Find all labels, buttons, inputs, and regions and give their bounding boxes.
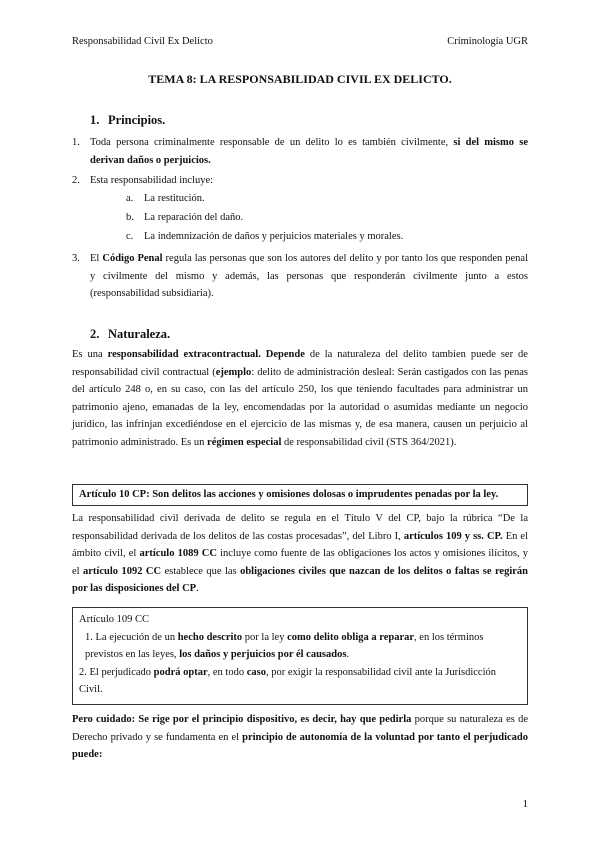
article-10-text: Artículo 10 CP: Son delitos las acciones y omisiones dolosas o imprudentes penadas por la ley. — [79, 489, 499, 500]
text: . — [346, 649, 350, 660]
section1-number: 1. — [90, 113, 100, 127]
article-109-title: Artículo 109 CC — [79, 614, 149, 625]
bold-text: artículos 109 y ss. CP. — [403, 530, 503, 542]
subitem-text: La reparación del daño. — [144, 212, 244, 223]
section2-paragraph-3 — [72, 711, 528, 764]
bold-text: hecho descrito — [177, 631, 243, 643]
section1-heading — [90, 112, 546, 130]
article-10-box — [72, 484, 528, 506]
bold-text: responsabilidad extracontractual. Depende — [107, 349, 305, 360]
text: En el ámbito civil, el — [72, 530, 528, 559]
bold-text: principio de autonomía de la voluntad por tanto el perjudicado puede: — [72, 731, 528, 760]
item-text: Toda persona criminalmente responsable de un delito lo es también civilmente, — [90, 137, 454, 148]
item-text: regula las personas que son los autores del delito y por tanto los que responden penal y civilmente del mismo y además, las personas que responderán civilmente junto a estos (responsabilidad subsidiaria). — [90, 253, 529, 299]
subitem-a — [126, 193, 205, 204]
text: . — [196, 583, 199, 594]
item-bold: Código Penal — [102, 253, 163, 264]
text: : delito de administración desleal: Serán castigados con las penas del artículo 248 o, en su caso, con las del artículo 250, los que teniendo facultades para administrar un patrimonio ajeno, emanadas de la ley, encomendadas por la autoridad o asumidas mediante un negocio jurídico, las infrinjan excediéndose en el ejercicio de las mismas y, de esa manera, causen un perjuicio al patrimonio administrado. Es un — [72, 366, 528, 448]
text: por la ley — [242, 631, 288, 643]
bold-text: caso — [246, 666, 266, 678]
section2-paragraph-2 — [72, 510, 528, 598]
text: de responsabilidad civil (STS 364/2021). — [281, 436, 457, 448]
article-109-point-1 — [79, 629, 521, 664]
text: establece que las — [161, 565, 241, 577]
item-number: 2. — [72, 175, 80, 186]
section1-item-2 — [72, 172, 528, 190]
section1-title: Principios. — [108, 113, 166, 127]
bold-text: ejemplo — [215, 366, 252, 378]
header-left: Responsabilidad Civil Ex Delicto — [72, 36, 213, 47]
bold-text: artículo 1092 CC — [83, 565, 162, 577]
section2-heading — [90, 326, 546, 344]
bold-text: obligaciones civiles que nazcan de los delitos o faltas se regirán por las disposiciones del CP — [72, 565, 528, 594]
subitem-b — [126, 212, 244, 223]
bold-text: artículo 1089 CC — [139, 548, 217, 559]
subitem-c — [126, 231, 404, 242]
text: , por exigir la responsabilidad civil ante la Jurisdicción Civil. — [79, 666, 497, 695]
text: La responsabilidad civil derivada de delito se regula en el Título V del CP, bajo la rúbrica “De la responsabilidad derivada de los delitos de las costas procesadas”, del Libro I, — [72, 513, 528, 542]
bold-text: régimen especial — [207, 436, 282, 448]
text: , en todo — [207, 666, 247, 678]
bold-text: Pero cuidado: Se rige por el principio dispositivo, es decir, hay que pedirla — [72, 714, 412, 725]
item-text: El — [90, 253, 103, 264]
bold-text: como delito obliga a reparar — [287, 631, 415, 643]
text: porque su naturaleza es de Derecho privado y se fundamenta en el — [72, 714, 528, 743]
header-right: Criminología UGR — [447, 36, 528, 47]
section2-number: 2. — [90, 327, 100, 341]
section2-paragraph-1 — [72, 346, 528, 451]
text: 2. El perjudicado — [79, 666, 154, 678]
text: de la naturaleza del delito tambien puede ser de responsabilidad civil contractual ( — [72, 349, 528, 378]
subitem-label: c. — [126, 231, 134, 242]
text: incluye como fuente de las obligaciones los actos y omisiones ilícitos, y el — [72, 548, 528, 577]
article-109-point-2 — [79, 664, 521, 699]
item-number: 1. — [72, 137, 80, 148]
item-text: Esta responsabilidad incluye: — [90, 175, 214, 186]
section1-item-1 — [72, 134, 528, 169]
text: , en los términos previstos en las leyes, — [85, 631, 484, 660]
section2-title: Naturaleza. — [108, 327, 171, 341]
subitem-text: La indemnización de daños y perjuicios materiales y morales. — [144, 231, 404, 242]
subitem-label: a. — [126, 193, 134, 204]
item-number: 3. — [72, 253, 80, 264]
text: Es una — [72, 349, 108, 360]
page-number: 1 — [522, 798, 528, 810]
subitem-label: b. — [126, 212, 134, 223]
item-bold: si del mismo se derivan daños o perjuicios. — [90, 137, 528, 166]
section1-item-3 — [72, 250, 529, 303]
bold-text: podrá optar — [153, 666, 208, 678]
subitem-text: La restitución. — [144, 193, 205, 204]
text: 1. La ejecución de un — [85, 631, 178, 643]
article-109-box — [72, 607, 528, 705]
page-title: TEMA 8: LA RESPONSABILIDAD CIVIL EX DELICTO. — [148, 72, 452, 86]
bold-text: los daños y perjuicios por él causados — [179, 649, 347, 660]
